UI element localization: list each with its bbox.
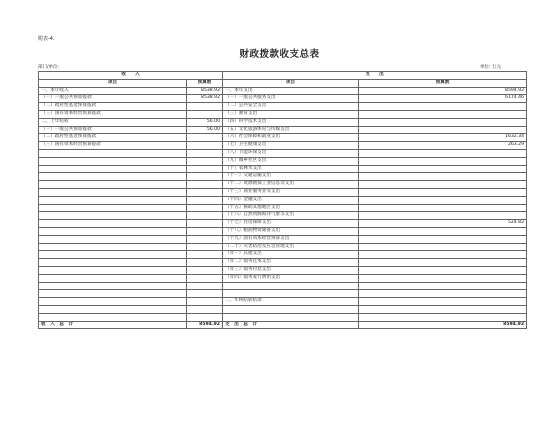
table-row: [39, 110, 527, 118]
income-item-cell: （一）一般公共预算拨款: [39, 95, 187, 103]
expense-item-cell: （十五）援助其他地区支出: [223, 204, 359, 212]
expense-item-cell: （十九）国有资本经营预算支出: [223, 235, 359, 243]
table-row: [39, 298, 527, 306]
expense-amount-cell: [359, 298, 527, 306]
income-amount-cell: [187, 181, 223, 189]
income-amount-cell: [187, 266, 223, 274]
expense-amount-cell: 8594.92: [359, 87, 527, 95]
unit-label: 单位: 万元: [480, 65, 501, 70]
income-item-cell: [39, 259, 187, 267]
table-row: [39, 134, 527, 142]
table-row: [39, 196, 527, 204]
income-amount-cell: [187, 196, 223, 204]
table-row: [39, 282, 527, 290]
income-item-cell: [39, 313, 187, 321]
expense-item-cell: （廿一）其他支出: [223, 251, 359, 259]
table-row: [39, 173, 527, 181]
income-amount-cell: [187, 235, 223, 243]
income-amount-cell: 56.00: [187, 126, 223, 134]
income-item-cell: [39, 188, 187, 196]
expense-amount-cell: [359, 259, 527, 267]
income-amount-cell: [187, 274, 223, 282]
expense-amount-cell: [359, 110, 527, 118]
expense-amount-cell: [359, 103, 527, 111]
income-amount-cell: [187, 305, 223, 313]
expense-amount-cell: 1632.34: [359, 134, 527, 142]
table-row: [39, 220, 527, 228]
income-amount-cell: [187, 103, 223, 111]
expense-item-cell: （四）科学技术支出: [223, 118, 359, 126]
income-item-cell: [39, 204, 187, 212]
expense-item-cell: [223, 305, 359, 313]
income-item-cell: [39, 251, 187, 259]
expense-amount-header: 预算数: [359, 79, 527, 87]
income-amount-cell: [187, 157, 223, 165]
expense-amount-cell: [359, 305, 527, 313]
expense-amount-cell: [359, 243, 527, 251]
department-label: 部门/单位:: [38, 65, 60, 70]
income-amount-header: 预算数: [187, 79, 223, 87]
expense-item-cell: （十七）住房保障支出: [223, 220, 359, 228]
income-amount-cell: [187, 173, 223, 181]
totals-row: [39, 321, 527, 329]
income-amount-cell: [187, 259, 223, 267]
expense-item-cell: （十）农林水支出: [223, 165, 359, 173]
income-item-cell: （三）国有资本经营预算拨款: [39, 142, 187, 150]
income-item-cell: [39, 227, 187, 235]
expense-item-cell: （二十）灾害防治及应急管理支出: [223, 243, 359, 251]
page-title: 财政拨款收支总表: [239, 49, 320, 60]
expense-amount-cell: [359, 251, 527, 259]
column-header-row: [39, 79, 527, 87]
expense-item-cell: （廿二）债务还本支出: [223, 259, 359, 267]
table-row: [39, 266, 527, 274]
expense-section-header: 支 出: [223, 72, 527, 80]
table-row: [39, 157, 527, 165]
expense-item-cell: （五）文化旅游体育与传媒支出: [223, 126, 359, 134]
expense-item-cell: （三）教育支出: [223, 110, 359, 118]
expense-amount-cell: 524.82: [359, 220, 527, 228]
expense-amount-cell: [359, 282, 527, 290]
income-item-cell: （三）国有资本经营预算拨款: [39, 110, 187, 118]
table-row: [39, 149, 527, 157]
expense-amount-cell: 6174.46: [359, 95, 527, 103]
expense-amount-cell: [359, 212, 527, 220]
expense-amount-cell: [359, 266, 527, 274]
income-item-cell: [39, 220, 187, 228]
income-item-cell: [39, 196, 187, 204]
table-row: [39, 290, 527, 298]
income-amount-cell: [187, 220, 223, 228]
income-total-label: 收 入 总 计: [39, 321, 187, 329]
income-amount-cell: [187, 142, 223, 150]
expense-amount-cell: [359, 235, 527, 243]
income-item-cell: （二）政府性基金预算拨款: [39, 103, 187, 111]
expense-item-cell: （六）社会保障和就业支出: [223, 134, 359, 142]
table-body: [39, 72, 527, 329]
expense-item-cell: （十一）交通运输支出: [223, 173, 359, 181]
table-row: [39, 165, 527, 173]
table-row: [39, 126, 527, 134]
expense-total-label: 支 出 总 计: [223, 321, 359, 329]
income-item-cell: [39, 173, 187, 181]
table-row: [39, 235, 527, 243]
income-amount-cell: 8538.92: [187, 87, 223, 95]
expense-amount-cell: [359, 313, 527, 321]
expense-item-cell: （十六）自然资源海洋气象等支出: [223, 212, 359, 220]
expense-item-cell: （一）一般公共服务支出: [223, 95, 359, 103]
income-amount-cell: [187, 243, 223, 251]
income-amount-cell: [187, 212, 223, 220]
expense-amount-cell: [359, 126, 527, 134]
expense-item-cell: （廿三）债务付息支出: [223, 266, 359, 274]
table-row: [39, 227, 527, 235]
table-row: [39, 305, 527, 313]
expense-item-cell: （八）节能环保支出: [223, 149, 359, 157]
income-amount-cell: [187, 251, 223, 259]
expense-item-cell: 二、年终结转结余: [223, 298, 359, 306]
income-item-cell: [39, 266, 187, 274]
income-item-cell: 二、上年结转: [39, 118, 187, 126]
budget-summary-table: [38, 71, 527, 329]
expense-item-header: 项目: [223, 79, 359, 87]
expense-item-cell: （十三）商业服务业等支出: [223, 188, 359, 196]
expense-item-cell: [223, 290, 359, 298]
income-item-cell: 一、本年收入: [39, 87, 187, 95]
income-item-cell: [39, 282, 187, 290]
income-amount-cell: [187, 282, 223, 290]
table-row: [39, 103, 527, 111]
income-amount-cell: [187, 149, 223, 157]
expense-item-cell: （九）城乡社区支出: [223, 157, 359, 165]
expense-item-cell: 一、本年支出: [223, 87, 359, 95]
table-row: [39, 181, 527, 189]
expense-total-amount: 8594.92: [359, 321, 527, 329]
income-item-cell: [39, 235, 187, 243]
income-amount-cell: [187, 204, 223, 212]
expense-amount-cell: [359, 173, 527, 181]
expense-amount-cell: [359, 188, 527, 196]
income-item-cell: [39, 212, 187, 220]
expense-item-cell: （七）卫生健康支出: [223, 142, 359, 150]
income-item-cell: （一）一般公共预算拨款: [39, 126, 187, 134]
income-amount-cell: [187, 110, 223, 118]
income-amount-cell: [187, 134, 223, 142]
income-item-cell: [39, 165, 187, 173]
table-row: [39, 243, 527, 251]
expense-item-cell: （十八）粮油物资储备支出: [223, 227, 359, 235]
income-amount-cell: [187, 188, 223, 196]
expense-amount-cell: [359, 165, 527, 173]
table-row: [39, 142, 527, 150]
expense-item-cell: （二）公共安全支出: [223, 103, 359, 111]
income-total-amount: 8594.92: [187, 321, 223, 329]
expense-item-cell: （十二）资源勘探工业信息等支出: [223, 181, 359, 189]
table-row: [39, 95, 527, 103]
income-amount-cell: [187, 290, 223, 298]
income-amount-cell: 8538.92: [187, 95, 223, 103]
expense-item-cell: [223, 313, 359, 321]
income-amount-cell: [187, 227, 223, 235]
table-row: [39, 87, 527, 95]
income-item-cell: [39, 243, 187, 251]
expense-item-cell: （廿四）债务发行费用支出: [223, 274, 359, 282]
table-row: [39, 274, 527, 282]
table-row: [39, 251, 527, 259]
expense-amount-cell: [359, 181, 527, 189]
table-row: [39, 188, 527, 196]
income-section-header: 收 入: [39, 72, 223, 80]
table-row: [39, 118, 527, 126]
income-item-cell: [39, 149, 187, 157]
table-row: [39, 313, 527, 321]
income-item-cell: [39, 298, 187, 306]
expense-amount-cell: [359, 204, 527, 212]
income-item-cell: [39, 181, 187, 189]
income-amount-cell: [187, 298, 223, 306]
income-item-cell: （二）政府性基金预算拨款: [39, 134, 187, 142]
income-item-cell: [39, 157, 187, 165]
expense-amount-cell: [359, 274, 527, 282]
expense-amount-cell: [359, 149, 527, 157]
expense-amount-cell: [359, 227, 527, 235]
attachment-label: 附表-4.: [38, 36, 55, 42]
income-item-cell: [39, 305, 187, 313]
income-item-cell: [39, 290, 187, 298]
expense-amount-cell: [359, 157, 527, 165]
income-amount-cell: [187, 165, 223, 173]
income-item-cell: [39, 274, 187, 282]
expense-amount-cell: [359, 118, 527, 126]
section-header-row: [39, 72, 527, 80]
table-row: [39, 204, 527, 212]
expense-amount-cell: [359, 290, 527, 298]
table-row: [39, 259, 527, 267]
income-amount-cell: [187, 313, 223, 321]
table-row: [39, 212, 527, 220]
income-amount-cell: 56.00: [187, 118, 223, 126]
income-item-header: 项目: [39, 79, 187, 87]
expense-amount-cell: [359, 196, 527, 204]
expense-amount-cell: 263.29: [359, 142, 527, 150]
expense-item-cell: [223, 282, 359, 290]
expense-item-cell: （十四）金融支出: [223, 196, 359, 204]
